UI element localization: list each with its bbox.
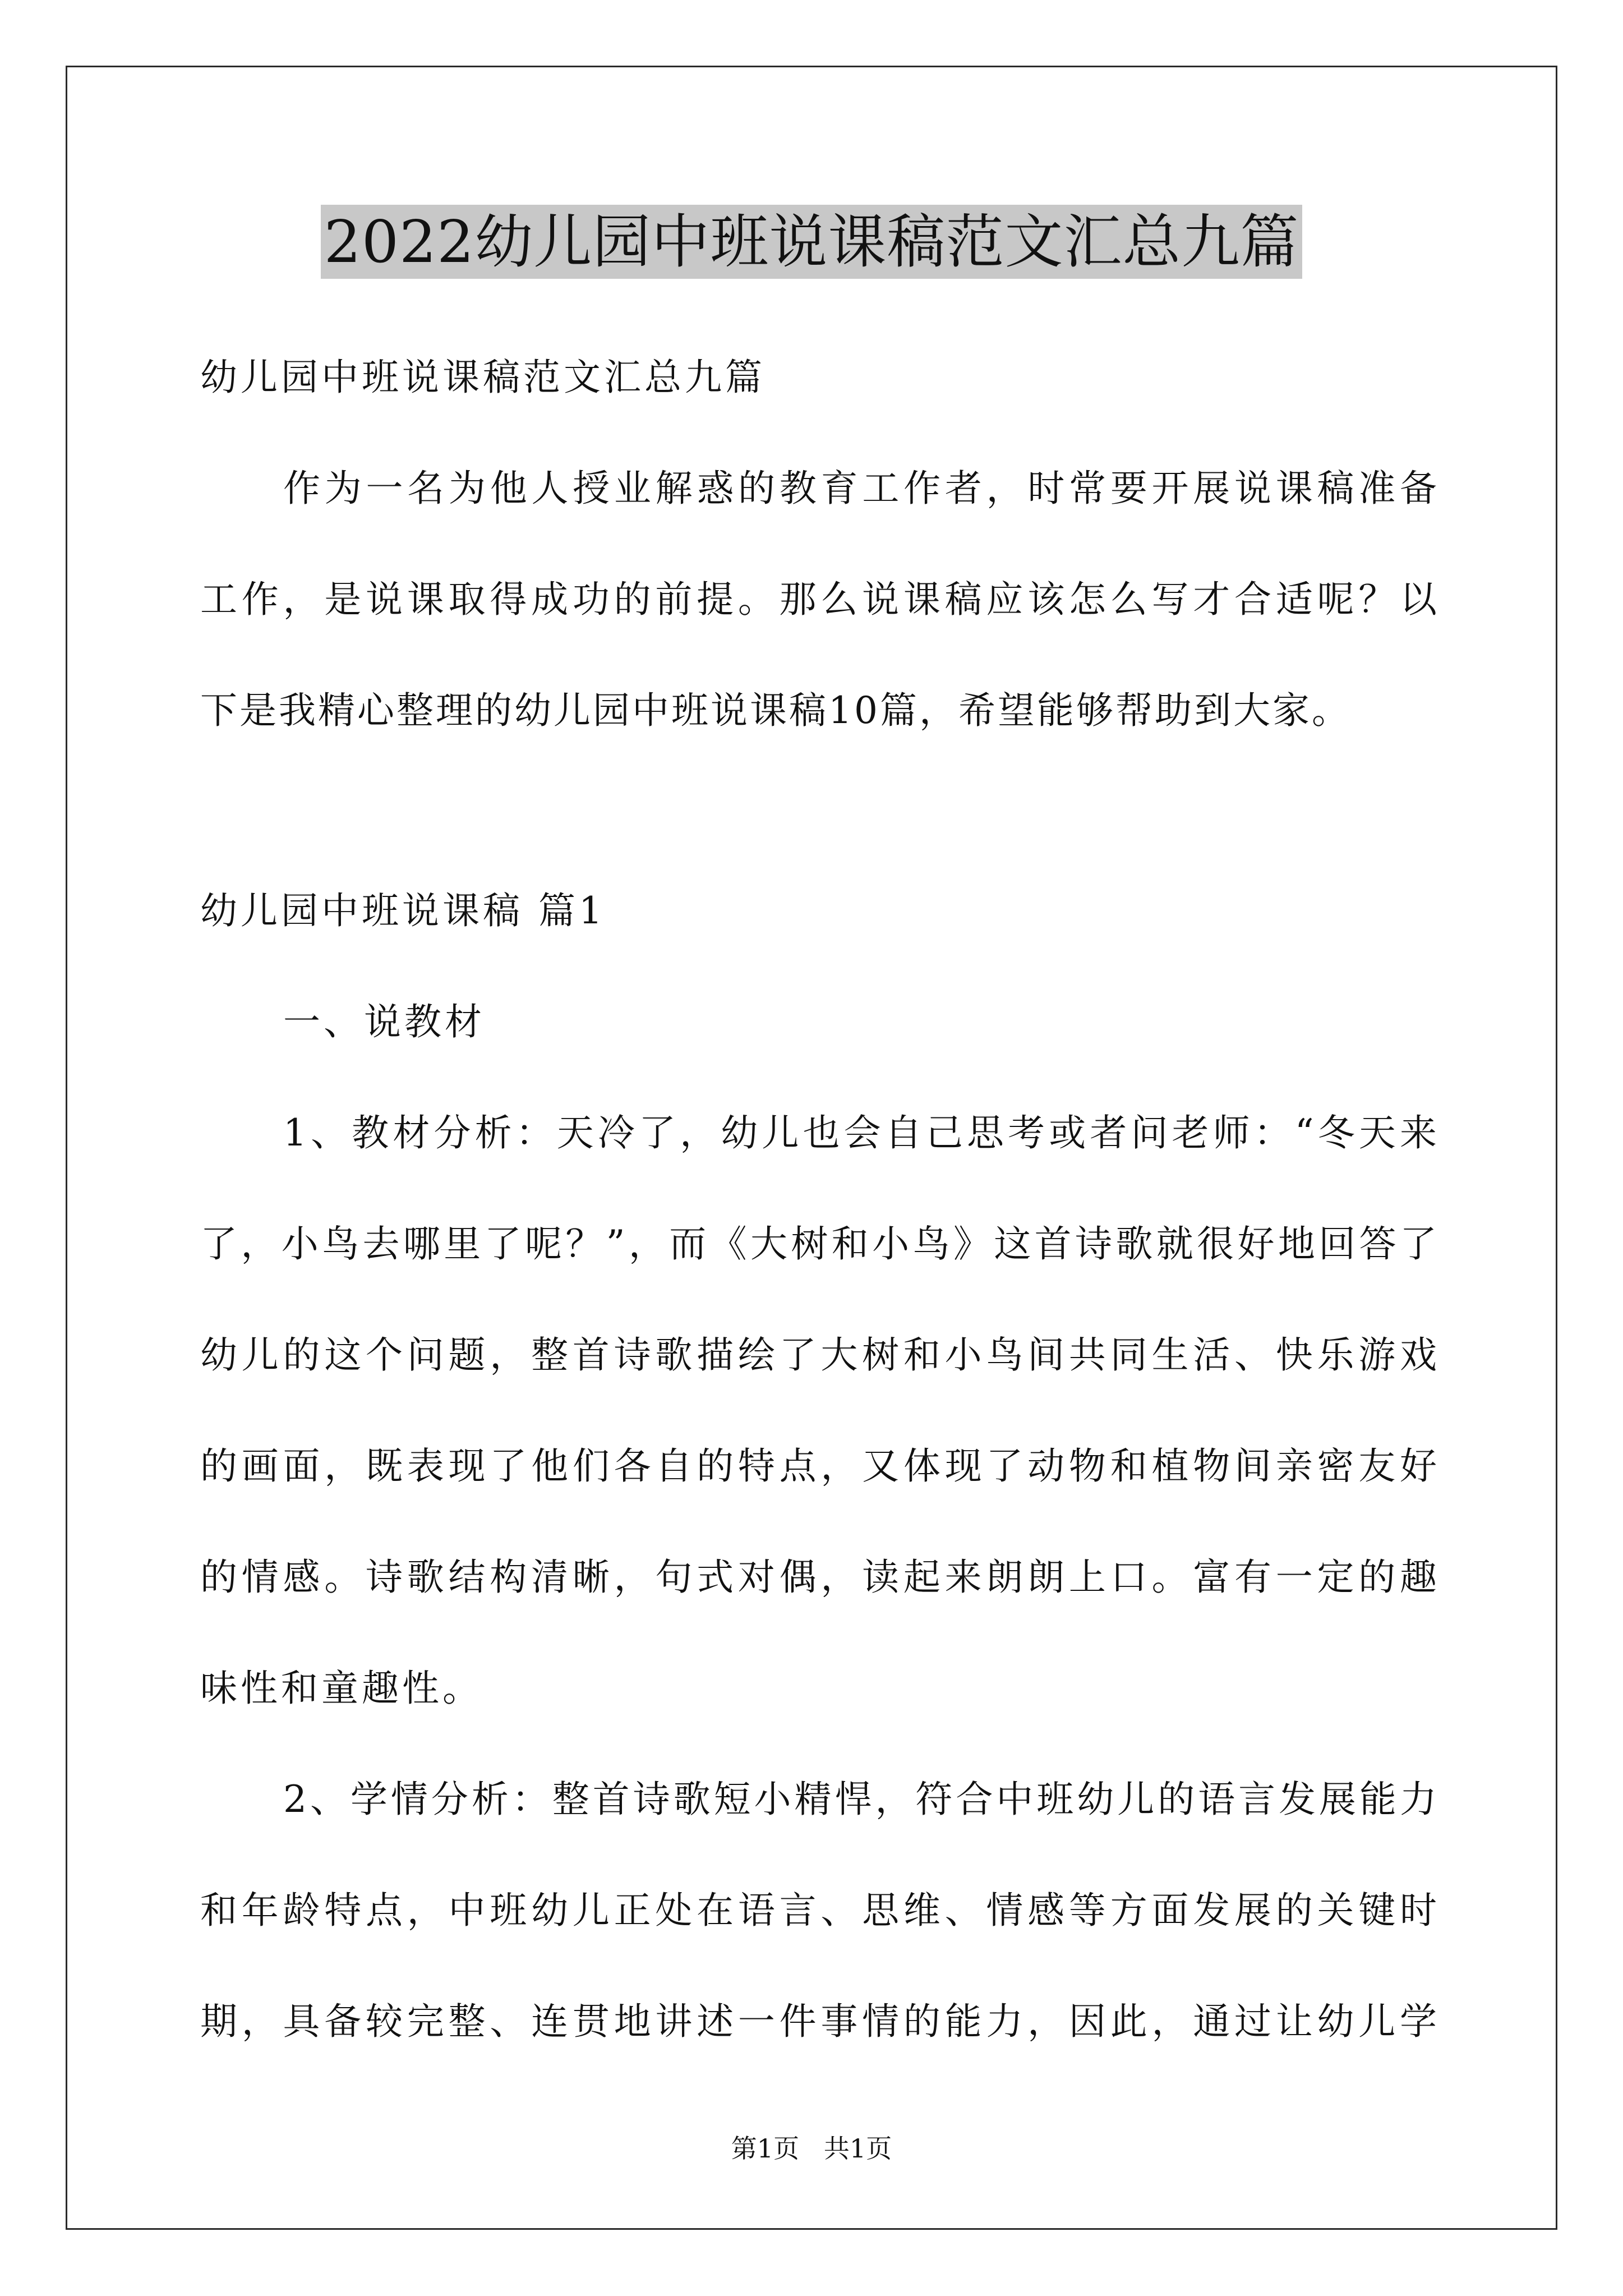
para2-line-3: 期，具备较完整、连贯地讲述一件事情的能力，因此，通过让幼儿学 <box>200 2000 1437 2043</box>
document-subtitle: 幼儿园中班说课稿范文汇总九篇 <box>200 356 766 399</box>
intro-line-1: 作为一名为他人授业解惑的教育工作者，时常要开展说课稿准备 <box>283 467 1437 510</box>
para1-line-6: 味性和童趣性。 <box>200 1667 483 1710</box>
para1-line-1: 1、教材分析：天冷了，幼儿也会自己思考或者问老师：“冬天来 <box>283 1111 1437 1154</box>
para1-line-2: 了，小鸟去哪里了呢？”，而《大树和小鸟》这首诗歌就很好地回答了 <box>200 1222 1437 1266</box>
document-title: 2022幼儿园中班说课稿范文汇总九篇 <box>321 205 1303 279</box>
para1-line-3: 幼儿的这个问题，整首诗歌描绘了大树和小鸟间共同生活、快乐游戏 <box>200 1333 1437 1377</box>
title-container <box>0 205 1623 279</box>
subsection-heading: 一、说教材 <box>283 1000 485 1043</box>
para2-line-1: 2、学情分析：整首诗歌短小精悍，符合中班幼儿的语言发展能力 <box>283 1778 1437 1821</box>
section-heading: 幼儿园中班说课稿 篇1 <box>200 889 606 932</box>
para2-line-2: 和年龄特点，中班幼儿正处在语言、思维、情感等方面发展的关键时 <box>200 1889 1437 1932</box>
para1-line-4: 的画面，既表现了他们各自的特点，又体现了动物和植物间亲密友好 <box>200 1444 1437 1488</box>
intro-line-3: 下是我精心整理的幼儿园中班说课稿10篇，希望能够帮助到大家。 <box>200 689 1351 732</box>
intro-line-2: 工作，是说课取得成功的前提。那么说课稿应该怎么写才合适呢？以 <box>200 578 1437 621</box>
para1-line-5: 的情感。诗歌结构清晰，句式对偶，读起来朗朗上口。富有一定的趣 <box>200 1556 1437 1599</box>
page-footer: 第1页 共1页 <box>731 2133 892 2164</box>
